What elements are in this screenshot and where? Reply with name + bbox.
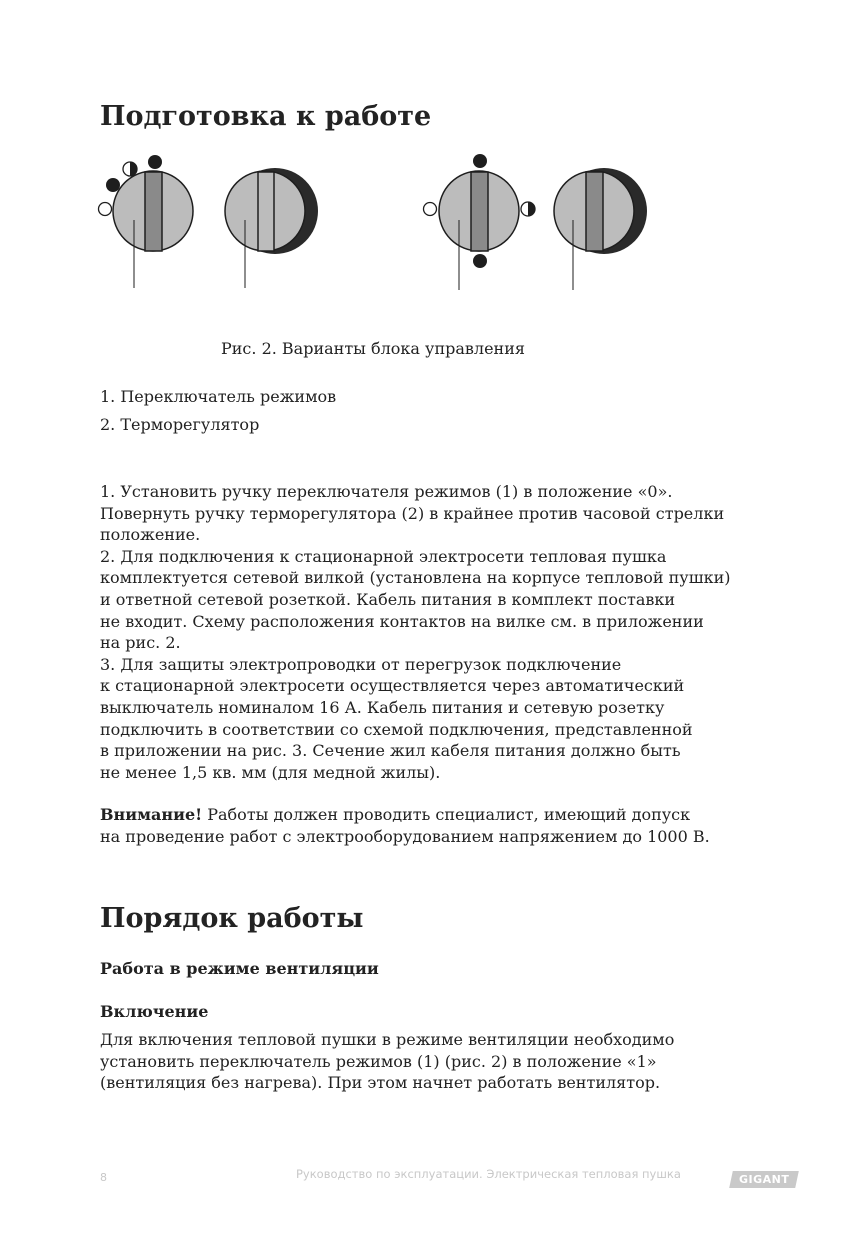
section-title-preparation: Подготовка к работе xyxy=(100,101,432,132)
position-off-icon xyxy=(99,203,112,216)
figure-caption: Рис. 2. Варианты блока управления xyxy=(221,339,525,358)
mode-switch-dial-variant-1 xyxy=(113,171,193,288)
text-line: положение. xyxy=(100,525,201,545)
text-line: к стационарной электросети осуществляется через автоматический xyxy=(100,676,685,696)
text-line: на рис. 2. xyxy=(100,633,181,653)
text-line: установить переключатель режимов (1) (рис. 2) в положение «1» xyxy=(100,1051,657,1071)
warning-text: Работы должен проводить специалист, имеющий допуск xyxy=(202,805,691,824)
figure-legend xyxy=(100,385,336,441)
footer-title: Руководство по эксплуатации. Электрическая тепловая пушка xyxy=(296,1167,681,1181)
operation-paragraph xyxy=(100,1029,674,1094)
text-line: выключатель номиналом 16 А. Кабель питания и сетевую розетку xyxy=(100,697,665,717)
position-half-icon xyxy=(521,202,535,216)
position-fan-icon xyxy=(473,254,487,268)
thermostat-dial-variant-1 xyxy=(225,168,318,288)
text-line: 2. Для подключения к стационарной электросети тепловая пушка xyxy=(100,546,667,566)
warning-label: Внимание! xyxy=(100,805,203,824)
position-off-icon xyxy=(424,203,437,216)
text-line: 3. Для защиты электропроводки от перегрузок подключение xyxy=(100,654,622,674)
text-line: подключить в соответствии со схемой подключения, представленной xyxy=(100,719,693,739)
subheading: Включение xyxy=(100,1002,209,1021)
legend-item: 2. Терморегулятор xyxy=(100,415,260,434)
text-line: 1. Установить ручку переключателя режимов (1) в положение «0». xyxy=(100,482,673,501)
warning-text: на проведение работ с электрооборудованием напряжением до 1000 В. xyxy=(100,826,710,846)
section-title-operation: Порядок работы xyxy=(100,903,364,934)
brand-logo xyxy=(729,1171,799,1188)
text-line: не входит. Схему расположения контактов на вилке см. в приложении xyxy=(100,611,704,631)
position-full-icon xyxy=(106,178,120,192)
preparation-steps xyxy=(100,481,730,783)
text-line: в приложении на рис. 3. Сечение жил кабеля питания должно быть xyxy=(100,741,681,761)
text-line: комплектуется сетевой вилкой (установлена на корпусе тепловой пушки) xyxy=(100,568,731,588)
text-line: Для включения тепловой пушки в режиме вентиляции необходимо xyxy=(100,1030,675,1049)
text-line: Повернуть ручку терморегулятора (2) в крайнее против часовой стрелки xyxy=(100,503,725,523)
text-line: и ответной сетевой розеткой. Кабель питания в комплект поставки xyxy=(100,589,676,609)
subsection-title: Работа в режиме вентиляции xyxy=(100,959,379,978)
position-half-icon xyxy=(123,162,137,176)
thermostat-dial-variant-2 xyxy=(554,168,647,290)
warning-note xyxy=(100,804,710,847)
legend-item: 1. Переключатель режимов xyxy=(100,387,337,406)
mode-switch-dial-variant-2 xyxy=(439,171,519,290)
text-line: не менее 1,5 кв. мм (для медной жилы). xyxy=(100,762,441,782)
page-number: 8 xyxy=(100,1171,107,1184)
position-full-icon xyxy=(473,154,487,168)
text-line: (вентиляция без нагрева). При этом начнет работать вентилятор. xyxy=(100,1073,661,1093)
position-fan-icon xyxy=(148,155,162,169)
control-panel-figure xyxy=(96,152,656,294)
brand-logo-text: GIGANT xyxy=(738,1173,790,1186)
